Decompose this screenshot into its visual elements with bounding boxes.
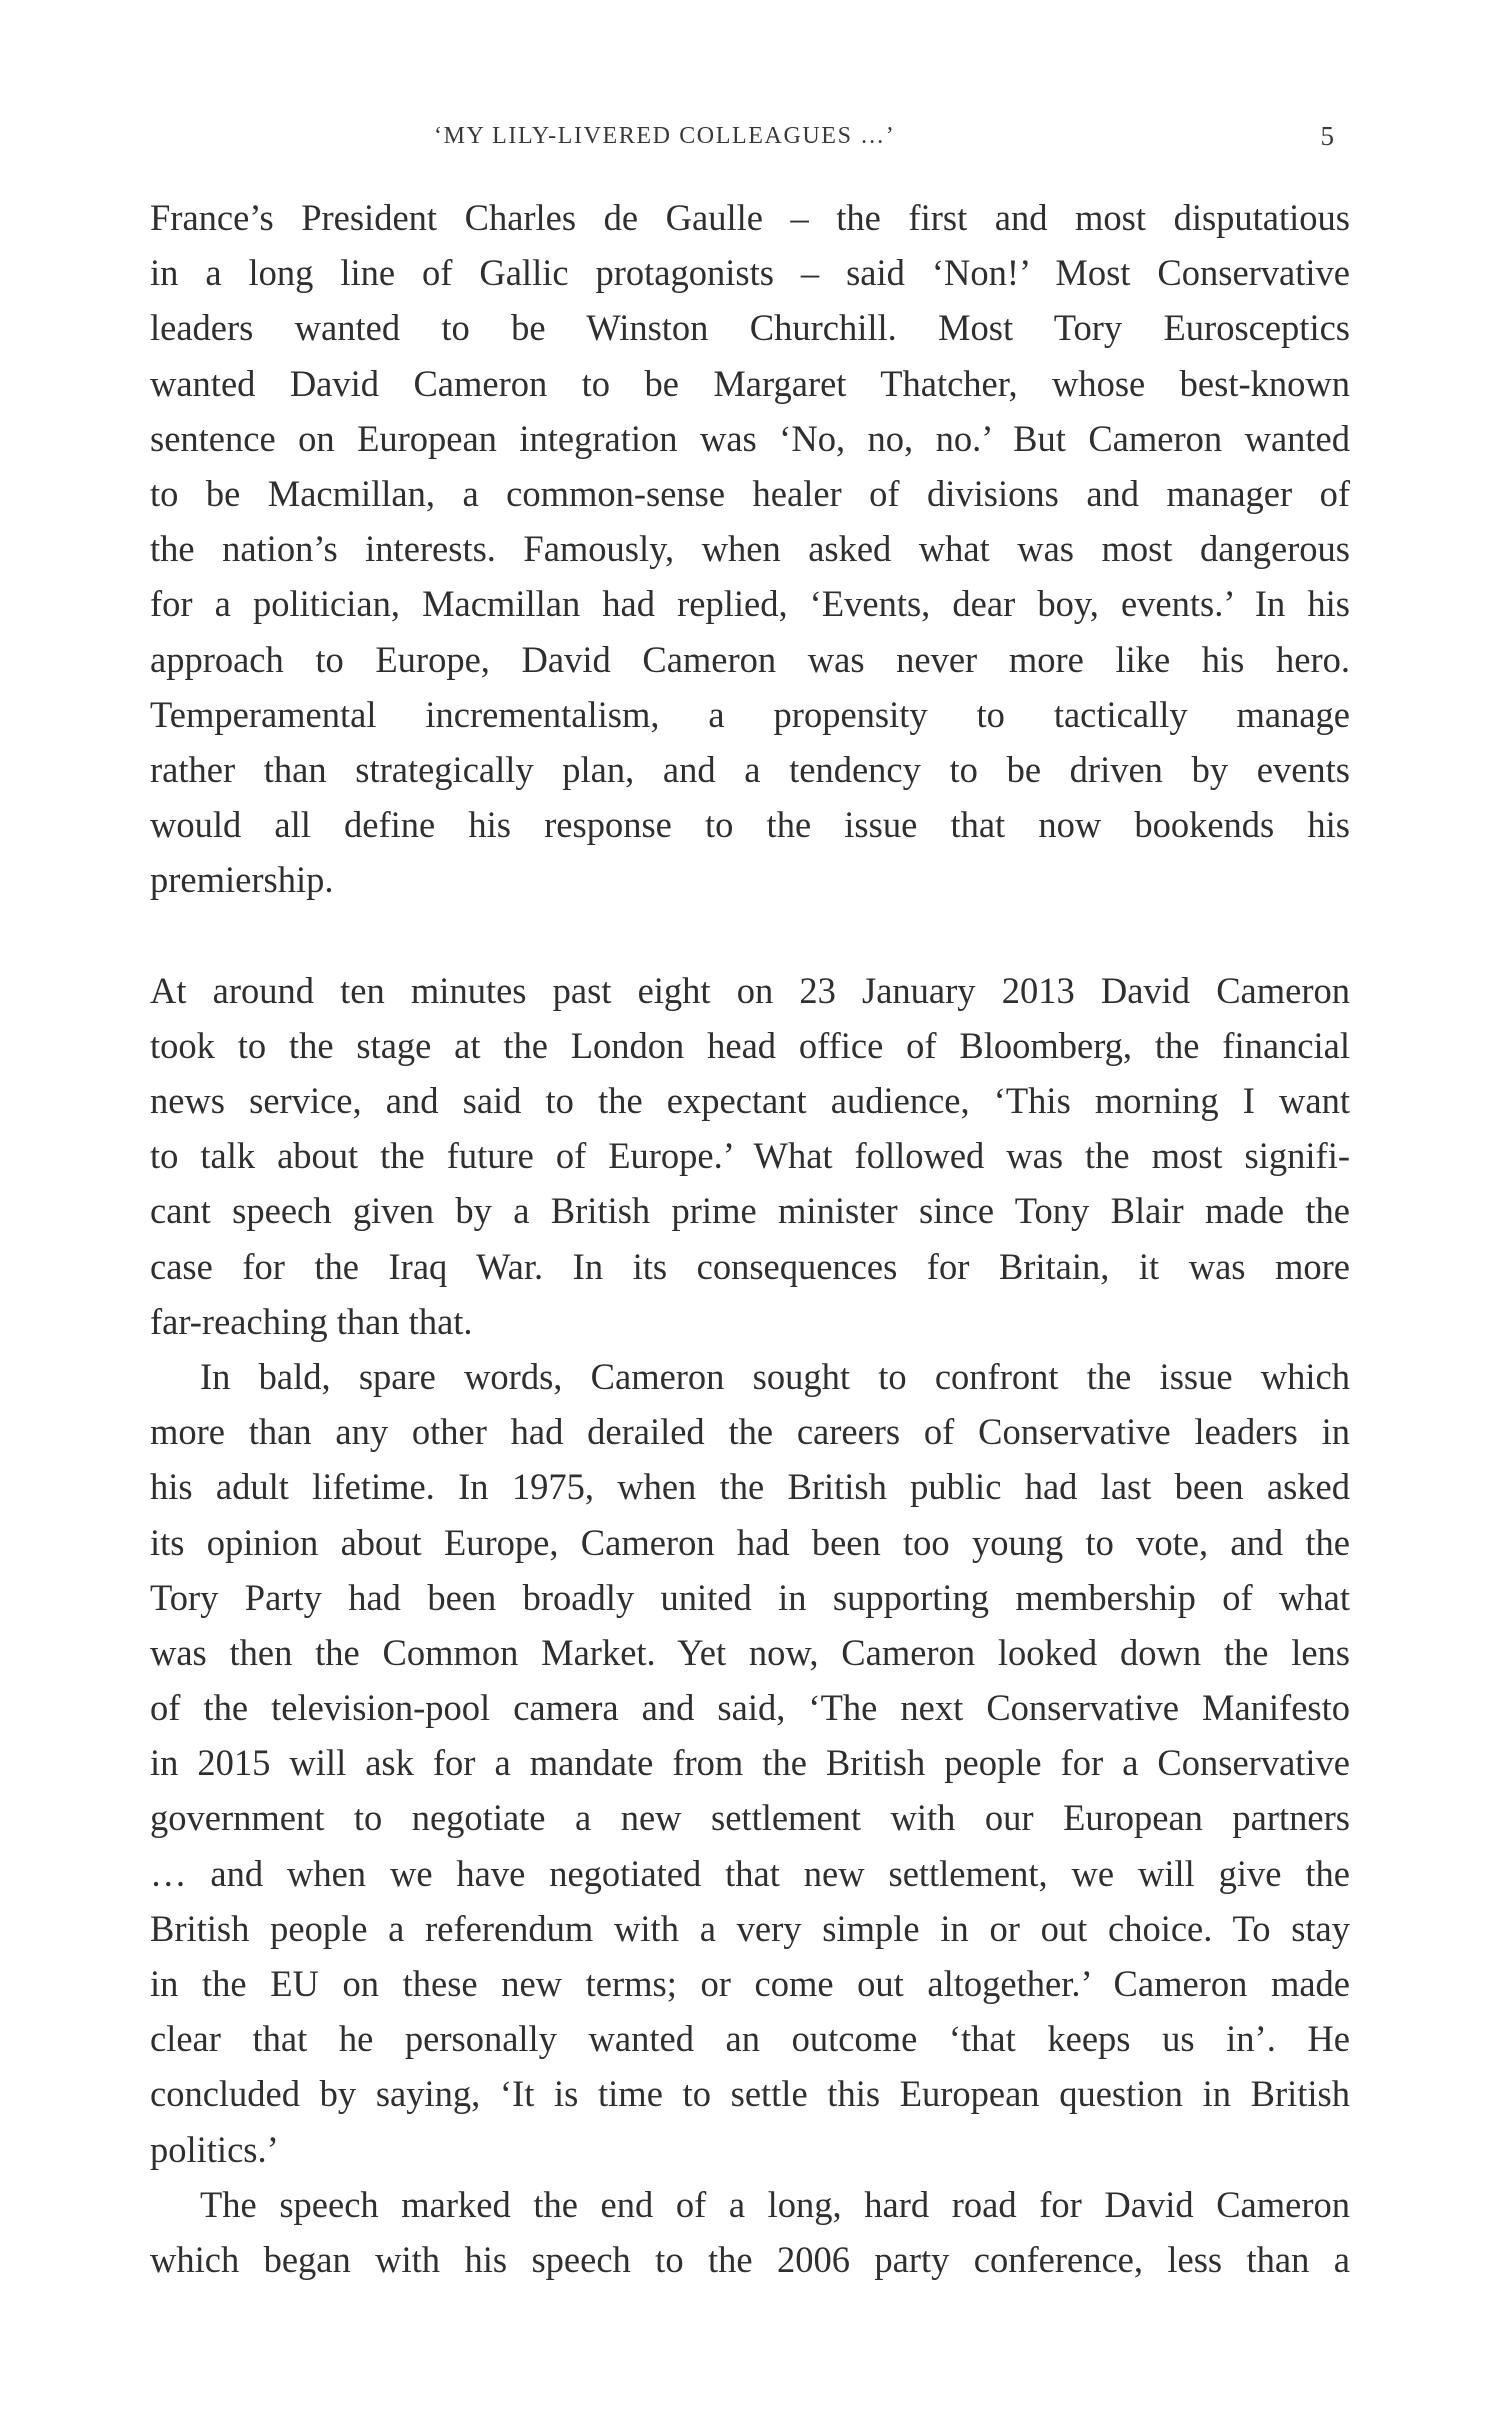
text-line: At around ten minutes past eight on 23 January 2013 David Cameron [150,969,1350,1011]
text-line: Temperamental incrementalism, a propensity to tactically manage [150,693,1350,735]
text-line: took to the stage at the London head office of Bloomberg, the financial [150,1024,1350,1066]
section-break [150,907,1350,962]
text-line: politics.’ [150,2128,279,2170]
paragraph-4 [150,2177,1350,2287]
text-line: was then the Common Market. Yet now, Cameron looked down the lens [150,1631,1350,1673]
text-line: far-reaching than that. [150,1300,473,1342]
text-line: news service, and said to the expectant audience, ‘This morning I want [150,1080,1350,1121]
text-line: in a long line of Gallic protagonists – said ‘Non!’ Most Conservative [150,252,1350,294]
text-line: Tory Party had been broadly united in supporting membership of what [150,1576,1350,1618]
text-line: more than any other had derailed the careers of Conservative leaders in [150,1411,1350,1453]
text-line: of the television-pool camera and said, ‘The next Conservative Manifesto [150,1687,1350,1729]
text-line: concluded by saying, ‘It is time to settle this European question in British [150,2073,1350,2115]
text-line: sentence on European integration was ‘No, no, no.’ But Cameron wanted [150,417,1350,459]
text-line: to be Macmillan, a common-sense healer of divisions and manager of [150,472,1350,514]
text-line: rather than strategically plan, and a tendency to be driven by events [150,748,1350,790]
text-line: the nation’s interests. Famously, when asked what was most dangerous [150,528,1350,570]
text-line: leaders wanted to be Winston Churchill. Most Tory Eurosceptics [150,307,1350,349]
text-line: premiership. [150,859,334,901]
text-line: cant speech given by a British prime minister since Tony Blair made the [150,1190,1350,1232]
running-head [150,118,1350,154]
text-line: … and when we have negotiated that new settlement, we will give the [150,1852,1350,1894]
text-line: its opinion about Europe, Cameron had been too young to vote, and the [150,1521,1350,1563]
text-line: approach to Europe, David Cameron was never more like his hero. [150,638,1350,680]
text-line: France’s President Charles de Gaulle – the first and most disputatious [150,197,1350,238]
text-line: government to negotiate a new settlement with our European partners [150,1797,1350,1839]
text-line: clear that he personally wanted an outcome ‘that keeps us in’. He [150,2018,1350,2060]
text-line: his adult lifetime. In 1975, when the British public had last been asked [150,1466,1350,1508]
text-line: In bald, spare words, Cameron sought to confront the issue which [200,1355,1350,1397]
text-line: would all define his response to the issue that now bookends his [150,804,1350,846]
text-line: The speech marked the end of a long, hard road for David Cameron [200,2183,1350,2225]
body-text [150,190,1350,2287]
page-number: 5 [1320,121,1334,151]
text-line: for a politician, Macmillan had replied, ‘Events, dear boy, events.’ In his [150,583,1350,625]
text-line: wanted David Cameron to be Margaret Thatcher, whose best-known [150,362,1350,404]
text-line: case for the Iraq War. In its consequences for Britain, it was more [150,1245,1350,1287]
text-line: to talk about the future of Europe.’ What followed was the most signifi- [150,1135,1350,1177]
text-line: in 2015 will ask for a mandate from the British people for a Conservative [150,1742,1350,1784]
text-line: British people a referendum with a very simple in or out choice. To stay [150,1907,1350,1949]
paragraph-2 [150,963,1350,1349]
paragraph-1 [150,190,1350,907]
running-title: ‘MY LILY-LIVERED COLLEAGUES …’ [434,123,896,149]
text-line: in the EU on these new terms; or come out altogether.’ Cameron made [150,1963,1350,2004]
text-line: which began with his speech to the 2006 party conference, less than a [150,2238,1350,2280]
paragraph-3 [150,1349,1350,2177]
